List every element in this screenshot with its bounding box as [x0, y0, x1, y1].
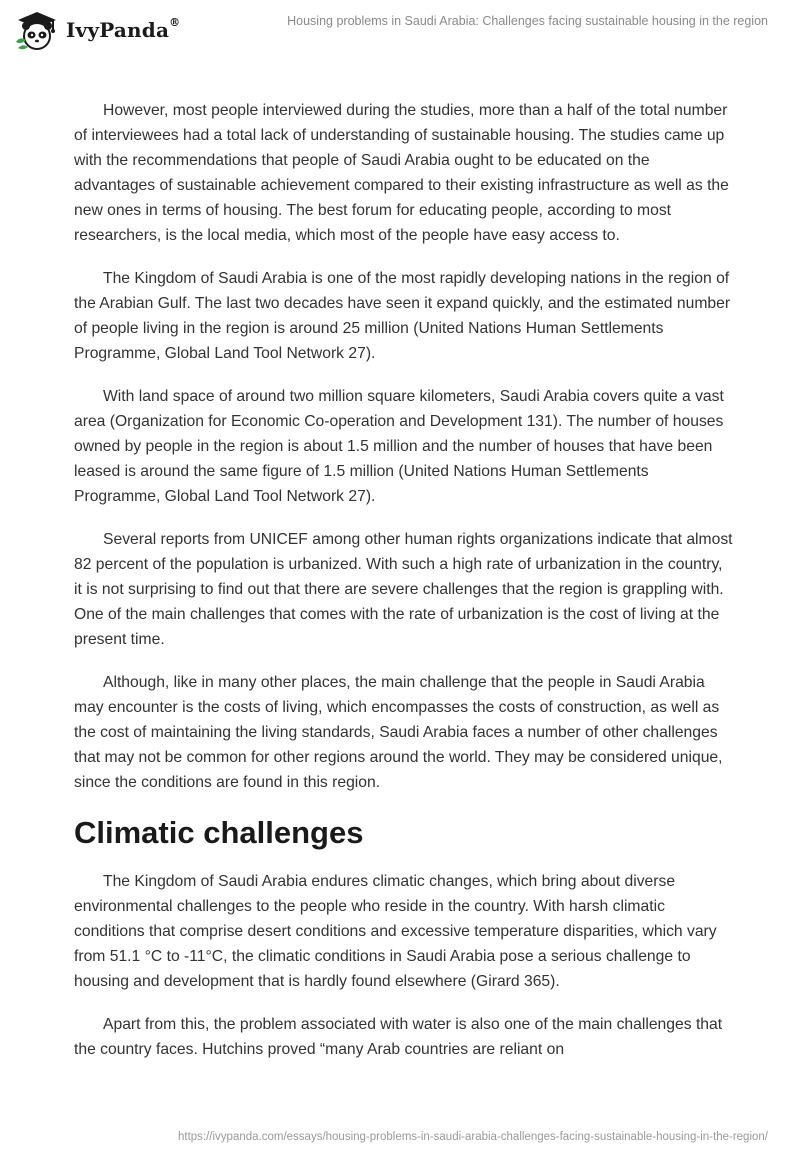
page-header: [0, 0, 800, 60]
essay-body: [74, 98, 734, 1080]
paragraph: Although, like in many other places, the main challenge that the people in Saudi Arabia may encounter is the costs of living, which encompasses the costs of construction, as well as the cost of maintaining the living standards, Saudi Arabia faces a number of other challenges that may not be common for other regions around the world. They may be considered unique, since the conditions are found in this region.: [74, 674, 723, 791]
paragraph: Several reports from UNICEF among other human rights organizations indicate that almost 82 percent of the population is urbanized. With such a high rate of urbanization in the country, it is not surprising to find out that there are severe challenges that the region is grappling with. One of the main challenges that comes with the rate of urbanization is the cost of living at the present time.: [74, 531, 733, 648]
ivypanda-logo[interactable]: [14, 8, 180, 52]
section-heading: Climatic challenges: [74, 815, 364, 850]
paragraph: With land space of around two million square kilometers, Saudi Arabia covers quite a vast area (Organization for Economic Co-operation and Development 131). The number of houses owned by people in the region is about 1.5 million and the number of houses that have been leased is around the same figure of 1.5 million (United Nations Human Settlements Programme, Global Land Tool Network 27).: [74, 388, 724, 505]
brand-name: IvyPanda®: [66, 16, 181, 42]
document-title: Housing problems in Saudi Arabia: Challenges facing sustainable housing in the region: [287, 14, 768, 28]
source-url[interactable]: https://ivypanda.com/essays/housing-problems-in-saudi-arabia-challenges-facing-sustainable-housing-in-the-region/: [177, 1131, 768, 1143]
panda-graduate-icon: [14, 8, 60, 52]
paragraph: Apart from this, the problem associated with water is also one of the main challenges that the country faces. Hutchins proved “many Arab countries are reliant on: [74, 1016, 723, 1058]
paragraph: The Kingdom of Saudi Arabia is one of the most rapidly developing nations in the region of the Arabian Gulf. The last two decades have seen it expand quickly, and the estimated number of people living in the region is around 25 million (United Nations Human Settlements Programme, Global Land Tool Network 27).: [74, 270, 731, 362]
paragraph: However, most people interviewed during the studies, more than a half of the total number of interviewees had a total lack of understanding of sustainable housing. The studies came up with the recommendations that people of Saudi Arabia ought to be educated on the advantages of sustainable achievement compared to their existing infrastructure as well as the new ones in terms of housing. The best forum for educating people, according to most researchers, is the local media, which most of the people have easy access to.: [74, 102, 729, 244]
paragraph: The Kingdom of Saudi Arabia endures climatic changes, which bring about diverse environmental challenges to the people who reside in the country. With harsh climatic conditions that comprise desert conditions and excessive temperature disparities, which vary from 51.1 °C to -11°C, the climatic conditions in Saudi Arabia pose a serious challenge to housing and development that is hardly found elsewhere (Girard 365).: [74, 873, 717, 990]
